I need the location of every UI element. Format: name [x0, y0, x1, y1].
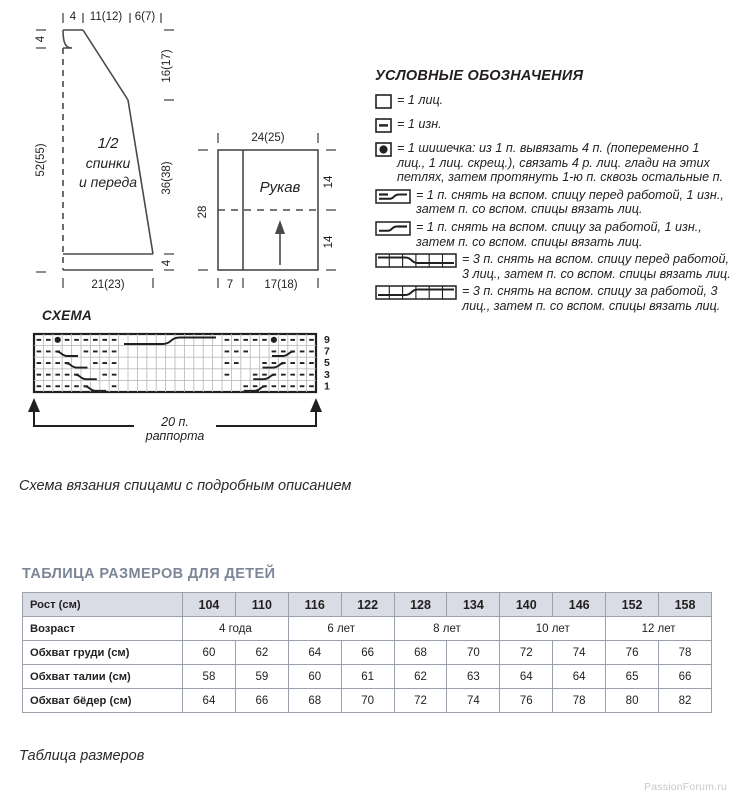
table-header-row — [23, 593, 712, 617]
cable-1-front-icon — [375, 189, 411, 209]
legend-item-cable-3-back — [375, 284, 731, 313]
table-cell: 78 — [659, 641, 712, 665]
legend-item-text: = 1 лиц. — [397, 93, 444, 107]
table-header-height: 104 — [183, 593, 236, 617]
chart-row-number: 9 — [324, 334, 330, 346]
table-cell: 80 — [606, 689, 659, 713]
legend-item-bobble — [375, 141, 731, 185]
legend-item-text: = 3 п. снять на вспом. спицу за работой, 3 лиц., затем п. со вспом. спицы вязать лиц. — [462, 284, 721, 313]
table-header-height: 140 — [500, 593, 553, 617]
sleeve-top-width: 24(25) — [251, 132, 285, 144]
table-header-height: 158 — [659, 593, 712, 617]
table-cell-age: 10 лет — [500, 617, 606, 641]
legend — [375, 68, 731, 317]
table-cell: 82 — [659, 689, 712, 713]
chart-row-number: 1 — [324, 380, 330, 393]
stitch-chart-title: СХЕМА — [42, 308, 93, 323]
table-header-height: 152 — [606, 593, 659, 617]
stitch-chart — [12, 308, 352, 458]
table-cell: 66 — [341, 641, 394, 665]
table-cell: 70 — [341, 689, 394, 713]
table-header-label: Рост (см) — [23, 593, 183, 617]
table-cell: 68 — [288, 689, 341, 713]
table-cell: 64 — [183, 689, 236, 713]
legend-item-text: = 1 шишечка: из 1 п. вывязать 4 п. (попеременно 1 лиц., 1 лиц. скрещ.), связать 4 р. лиц. глади на этих петлях, затем протянуть 1-ю п. сквозь остальные п. — [397, 141, 724, 185]
table-cell: 60 — [288, 665, 341, 689]
sleeve-right-lower: 14 — [323, 235, 335, 249]
table-row-label: Возраст — [23, 617, 183, 641]
table-cell: 66 — [235, 689, 288, 713]
chart-row-number: 7 — [324, 345, 330, 358]
purl-square-icon — [375, 118, 392, 138]
knit-square-icon — [375, 94, 392, 114]
table-cell: 78 — [553, 689, 606, 713]
table-cell: 64 — [288, 641, 341, 665]
table-cell: 62 — [394, 665, 447, 689]
table-cell: 62 — [235, 641, 288, 665]
table-header-height: 146 — [553, 593, 606, 617]
table-cell: 76 — [606, 641, 659, 665]
table-cell: 59 — [235, 665, 288, 689]
body-bottom-width: 21(23) — [91, 279, 125, 291]
table-cell-age: 4 года — [183, 617, 289, 641]
body-label-line1: 1/2 — [97, 135, 119, 152]
legend-title: УСЛОВНЫЕ ОБОЗНАЧЕНИЯ — [375, 68, 584, 84]
caption-scheme: Схема вязания спицами с подробным описанием — [19, 478, 352, 494]
table-cell: 74 — [447, 689, 500, 713]
legend-item-cable-3-front — [375, 252, 731, 281]
table-cell: 58 — [183, 665, 236, 689]
sizes-table-title: ТАБЛИЦА РАЗМЕРОВ ДЛЯ ДЕТЕЙ — [22, 566, 276, 582]
sleeve-left-height: 28 — [197, 205, 209, 219]
body-right-upper: 16(17) — [161, 49, 173, 83]
cable-3-back-icon — [375, 285, 457, 305]
table-cell: 63 — [447, 665, 500, 689]
body-left-total: 52(55) — [35, 143, 47, 177]
chart-row-number: 3 — [324, 368, 330, 381]
table-cell: 72 — [394, 689, 447, 713]
legend-item-text: = 1 п. снять на вспом. спицу перед работой, 1 изн., затем п. со вспом. спицы вязать лиц. — [416, 187, 724, 217]
body-label-line2: спинки — [85, 155, 131, 171]
legend-item-cable-1-back — [375, 220, 731, 249]
stitch-chart-svg — [12, 326, 352, 458]
table-cell-age: 6 лет — [288, 617, 394, 641]
body-label-line3: и переда — [78, 174, 138, 190]
table-header-height: 116 — [288, 593, 341, 617]
table-cell-age: 8 лет — [394, 617, 500, 641]
table-cell: 60 — [183, 641, 236, 665]
sleeve-right-upper: 14 — [323, 175, 335, 189]
legend-item-knit — [375, 93, 731, 114]
sleeve-bottom-seg1: 7 — [226, 279, 234, 291]
table-row-label: Обхват талии (см) — [23, 665, 183, 689]
table-row — [23, 641, 712, 665]
table-cell: 64 — [553, 665, 606, 689]
table-cell: 76 — [500, 689, 553, 713]
chart-row-number: 5 — [324, 357, 330, 370]
sizes-table — [22, 592, 712, 713]
table-row-label: Обхват бёдер (см) — [23, 689, 183, 713]
table-cell: 70 — [447, 641, 500, 665]
table-header-height: 134 — [447, 593, 500, 617]
caption-table: Таблица размеров — [19, 748, 145, 764]
watermark: PassionForum.ru — [644, 781, 727, 793]
table-row — [23, 665, 712, 689]
table-cell: 64 — [500, 665, 553, 689]
table-header-height: 122 — [341, 593, 394, 617]
table-cell: 72 — [500, 641, 553, 665]
sleeve-bottom-seg2: 17(18) — [264, 279, 298, 291]
legend-item-text: = 1 изн. — [397, 117, 442, 131]
table-cell-age: 12 лет — [606, 617, 712, 641]
body-top-seg2: 11(12) — [89, 11, 123, 23]
body-hem: 4 — [161, 259, 173, 267]
body-right-lower: 36(38) — [161, 161, 173, 195]
schematic-svg — [0, 0, 370, 300]
cable-1-back-icon — [375, 221, 411, 241]
table-cell: 65 — [606, 665, 659, 689]
table-cell: 68 — [394, 641, 447, 665]
table-row-label: Обхват груди (см) — [23, 641, 183, 665]
cable-3-front-icon — [375, 253, 457, 273]
table-header-height: 110 — [235, 593, 288, 617]
body-top-seg1: 4 — [69, 11, 77, 23]
legend-item-purl — [375, 117, 731, 138]
repeat-label-line2: раппорта — [145, 429, 205, 443]
bobble-square-icon — [375, 142, 392, 162]
sizes-table-wrap — [22, 592, 712, 713]
legend-item-text: = 1 п. снять на вспом. спицу за работой, 1 изн., затем п. со вспом. спицы вязать лиц. — [416, 219, 702, 249]
body-top-seg3: 6(7) — [134, 11, 156, 23]
table-header-height: 128 — [394, 593, 447, 617]
table-cell: 61 — [341, 665, 394, 689]
table-row-age — [23, 617, 712, 641]
body-neck-depth: 4 — [35, 35, 47, 43]
sleeve-label: Рукав — [259, 179, 301, 196]
legend-item-cable-1-front — [375, 188, 731, 217]
garment-schematic — [0, 0, 370, 300]
repeat-label-line1: 20 п. — [161, 415, 189, 429]
table-cell: 74 — [553, 641, 606, 665]
legend-item-text: = 3 п. снять на вспом. спицу перед работой, 3 лиц., затем п. со вспом. спицы вязать лиц. — [462, 252, 731, 281]
table-row — [23, 689, 712, 713]
table-cell: 66 — [659, 665, 712, 689]
